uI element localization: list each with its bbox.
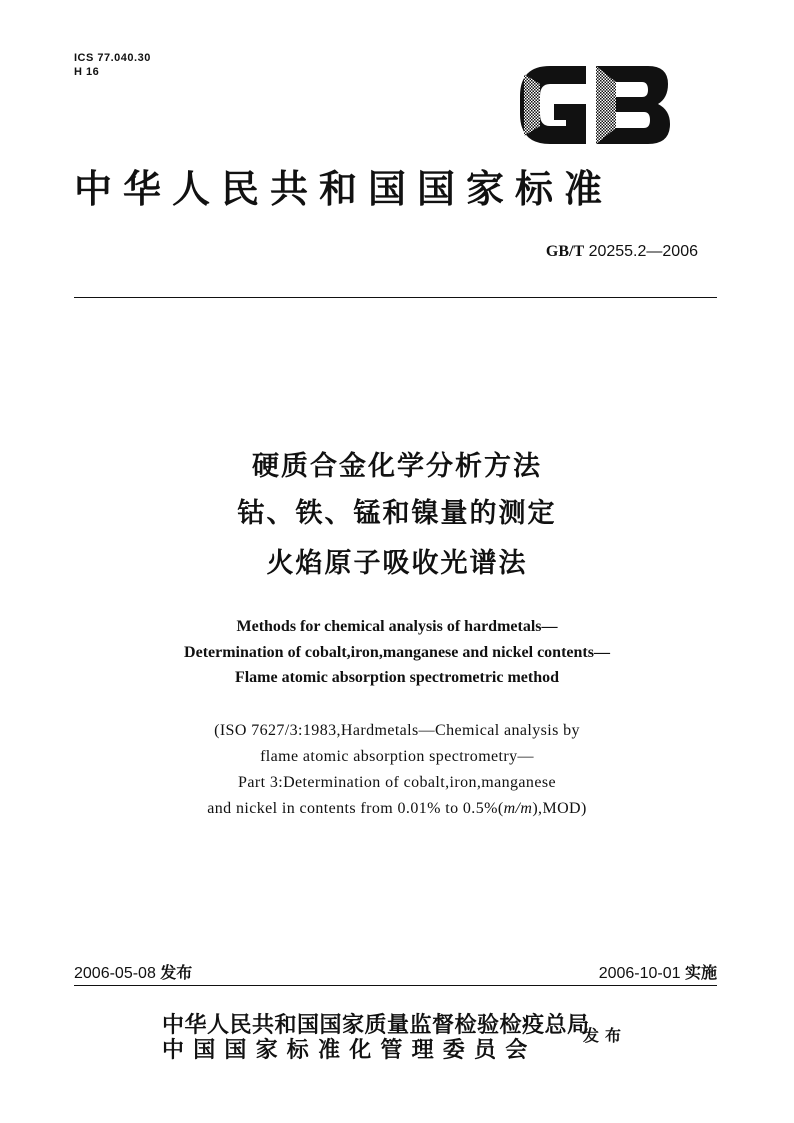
implement-date-label: 实施: [684, 963, 717, 982]
standard-prefix: GB/T: [545, 243, 585, 260]
ics-code: ICS 77.040.30: [74, 52, 151, 64]
implement-date: [599, 963, 717, 984]
cn-title-line-1: 硬质合金化学分析方法: [252, 451, 542, 482]
implement-date-value: 2006-10-01: [598, 965, 681, 982]
issue-date: [74, 963, 192, 984]
iso-note-line-2: flame atomic absorption spectrometry—: [260, 748, 534, 765]
en-title-line-1: Methods for chemical analysis of hardmetals—: [236, 618, 558, 635]
top-divider: [74, 297, 717, 298]
en-title-line-3: Flame atomic absorption spectrometric method: [234, 669, 560, 686]
national-standard-title: 中华人民共和国国家标准: [74, 166, 614, 211]
publish-label: 发布: [583, 1026, 628, 1045]
bottom-divider: [74, 985, 717, 986]
standard-code: 20255.2—2006: [588, 243, 698, 260]
issue-date-value: 2006-05-08: [74, 965, 156, 982]
ccs-code: H 16: [74, 66, 100, 78]
standard-number: [546, 242, 698, 262]
iso-note-unit: m/m: [503, 800, 533, 817]
iso-note-line-3: Part 3:Determination of cobalt,iron,manganese: [238, 774, 556, 791]
cn-title-line-2: 钴、铁、锰和镍量的测定: [237, 498, 557, 529]
iso-note-line-1: (ISO 7627/3:1983,Hardmetals—Chemical analysis by: [214, 722, 580, 739]
issuer-aqsiq: 中华人民共和国国家质量监督检验检疫总局: [162, 1012, 590, 1038]
iso-note-line-4: [0, 799, 794, 819]
en-title-line-2: Determination of cobalt,iron,manganese and nickel contents—: [184, 644, 610, 661]
cn-title-line-3: 火焰原子吸收光谱法: [266, 548, 528, 579]
issue-date-label: 发布: [160, 963, 193, 982]
iso-note-line-4-suffix: ),MOD): [532, 800, 587, 817]
iso-note-line-4-prefix: and nickel in contents from 0.01% to 0.5%(: [207, 800, 504, 817]
issuer-sac: 中国国家标准化管理委员会: [162, 1037, 537, 1063]
gb-logo: [516, 62, 674, 148]
